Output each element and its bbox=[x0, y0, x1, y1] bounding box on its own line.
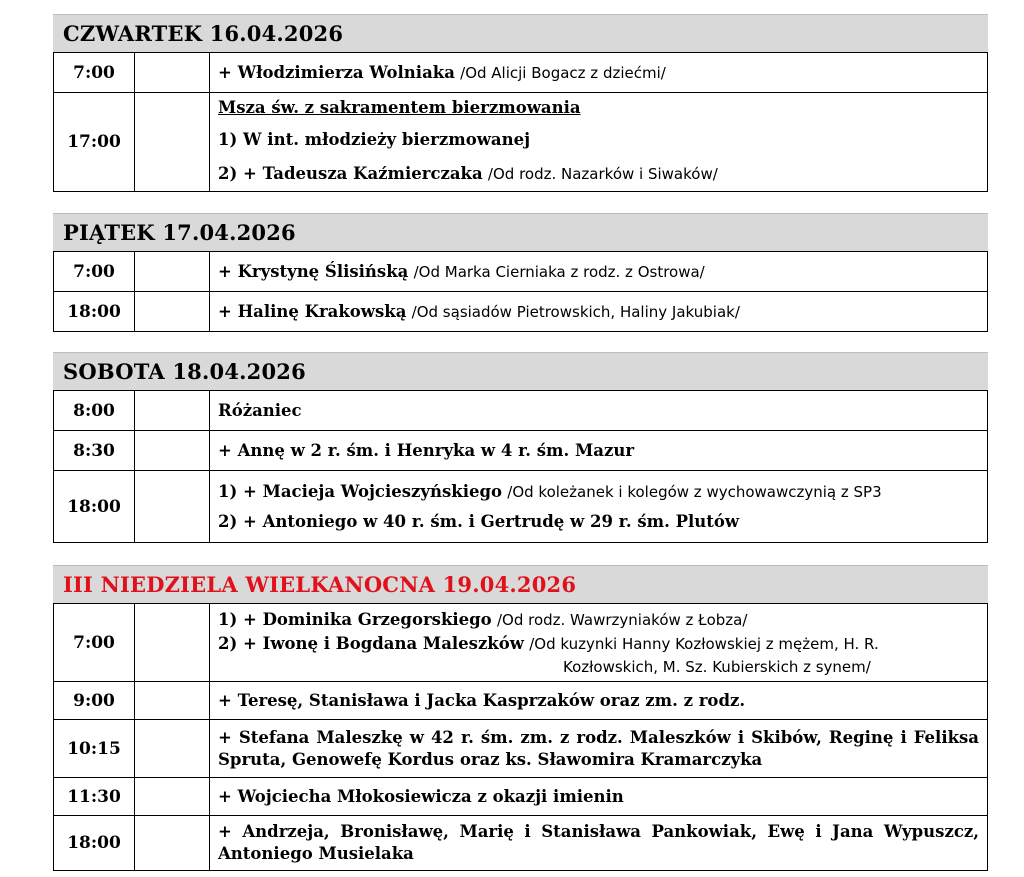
blank-cell bbox=[135, 431, 210, 471]
mass-schedule-table bbox=[53, 390, 988, 543]
intention-note: /Od rodz. Wawrzyniaków z Łobza/ bbox=[496, 610, 748, 629]
mass-schedule-table bbox=[53, 603, 988, 871]
mass-time: 17:00 bbox=[54, 93, 135, 192]
table-row bbox=[54, 604, 988, 682]
table-row bbox=[54, 252, 988, 292]
intention-main: 2) + Antoniego w 40 r. śm. i Gertrudę w 29 r. śm. Plutów bbox=[218, 511, 740, 531]
mass-time: 10:15 bbox=[54, 720, 135, 778]
mass-time: 18:00 bbox=[54, 816, 135, 871]
table-row bbox=[54, 720, 988, 778]
blank-cell bbox=[135, 93, 210, 192]
intention-main: + Krystynę Ślisińską bbox=[218, 261, 409, 281]
day-header: III NIEDZIELA WIELKANOCNA 19.04.2026 bbox=[53, 565, 988, 603]
intention-main: + Annę w 2 r. śm. i Henryka w 4 r. śm. Mazur bbox=[218, 440, 635, 460]
table-row bbox=[54, 471, 988, 543]
mass-intention bbox=[210, 93, 988, 192]
intention-main: + Halinę Krakowską bbox=[218, 301, 407, 321]
mass-intention bbox=[210, 604, 988, 682]
mass-time: 8:30 bbox=[54, 431, 135, 471]
intention-note: /Od sąsiadów Pietrowskich, Haliny Jakubiak/ bbox=[411, 302, 740, 321]
mass-intention bbox=[210, 53, 988, 93]
blank-cell bbox=[135, 816, 210, 871]
mass-time: 18:00 bbox=[54, 471, 135, 543]
intention-note: /Od Marka Cierniaka z rodz. z Ostrowa/ bbox=[413, 262, 705, 281]
intention-note: /Od Alicji Bogacz z dziećmi/ bbox=[460, 63, 666, 82]
intention-main: 2) + Iwonę i Bogdana Maleszków bbox=[218, 633, 524, 653]
blank-cell bbox=[135, 471, 210, 543]
blank-cell bbox=[135, 778, 210, 816]
mass-intention bbox=[210, 292, 988, 332]
mass-intention bbox=[210, 816, 988, 871]
intention-main: Różaniec bbox=[218, 400, 302, 420]
day-header: SOBOTA 18.04.2026 bbox=[53, 352, 988, 390]
intention-paragraph: + Stefana Maleszkę w 42 r. śm. zm. z rodz. Maleszków i Skibów, Reginę i Feliksa Spruta, Genowefę Kordus oraz ks. Sławomira Kramarczyka bbox=[218, 727, 979, 769]
mass-time: 9:00 bbox=[54, 682, 135, 720]
blank-cell bbox=[135, 604, 210, 682]
intention-main: 1) + Dominika Grzegorskiego bbox=[218, 609, 492, 629]
table-row bbox=[54, 431, 988, 471]
mass-time: 8:00 bbox=[54, 391, 135, 431]
mass-intention bbox=[210, 431, 988, 471]
intention-main: 1) W int. młodzieży bierzmowanej bbox=[218, 130, 531, 149]
table-row bbox=[54, 93, 988, 192]
blank-cell bbox=[135, 252, 210, 292]
table-row bbox=[54, 292, 988, 332]
intention-main: + Teresę, Stanisława i Jacka Kasprzaków oraz zm. z rodz. bbox=[218, 690, 746, 710]
blank-cell bbox=[135, 391, 210, 431]
intention-main: 1) + Macieja Wojcieszyńskiego bbox=[218, 481, 503, 501]
table-row bbox=[54, 682, 988, 720]
mass-intention bbox=[210, 391, 988, 431]
mass-time: 7:00 bbox=[54, 604, 135, 682]
intention-main: + Wojciecha Młokosiewicza z okazji imienin bbox=[218, 786, 624, 806]
intention-main: 2) + Tadeusza Kaźmierczaka bbox=[218, 164, 483, 183]
table-row bbox=[54, 816, 988, 871]
mass-intention bbox=[210, 720, 988, 778]
mass-schedule-table bbox=[53, 52, 988, 192]
blank-cell bbox=[135, 292, 210, 332]
day-block-friday bbox=[53, 213, 988, 332]
mass-time: 7:00 bbox=[54, 53, 135, 93]
mass-schedule-table bbox=[53, 251, 988, 332]
intention-note-continuation: Kozłowskich, M. Sz. Kubierskich z synem/ bbox=[563, 657, 871, 676]
intention-main: + Włodzimierza Wolniaka bbox=[218, 62, 455, 82]
intention-note: /Od rodz. Nazarków i Siwaków/ bbox=[487, 165, 718, 183]
mass-intention bbox=[210, 778, 988, 816]
day-header: CZWARTEK 16.04.2026 bbox=[53, 14, 988, 52]
day-block-thursday bbox=[53, 14, 988, 192]
intention-note: /Od kuzynki Hanny Kozłowskiej z mężem, H. R. bbox=[529, 634, 879, 653]
mass-time: 11:30 bbox=[54, 778, 135, 816]
day-block-sunday bbox=[53, 565, 988, 871]
intention-note: /Od koleżanek i kolegów z wychowawczynią z SP3 bbox=[507, 482, 882, 501]
blank-cell bbox=[135, 682, 210, 720]
day-header: PIĄTEK 17.04.2026 bbox=[53, 213, 988, 251]
intention-paragraph: + Andrzeja, Bronisławę, Marię i Stanisława Pankowiak, Ewę i Jana Wypuszcz, Antoniego Musielaka bbox=[218, 822, 979, 863]
table-row bbox=[54, 778, 988, 816]
mass-intention bbox=[210, 252, 988, 292]
blank-cell bbox=[135, 720, 210, 778]
table-row bbox=[54, 53, 988, 93]
blank-cell bbox=[135, 53, 210, 93]
mass-time: 18:00 bbox=[54, 292, 135, 332]
mass-intention bbox=[210, 682, 988, 720]
table-row bbox=[54, 391, 988, 431]
mass-time: 7:00 bbox=[54, 252, 135, 292]
intention-heading: Msza św. z sakramentem bierzmowania bbox=[218, 98, 581, 117]
day-block-saturday bbox=[53, 352, 988, 543]
mass-intention bbox=[210, 471, 988, 543]
